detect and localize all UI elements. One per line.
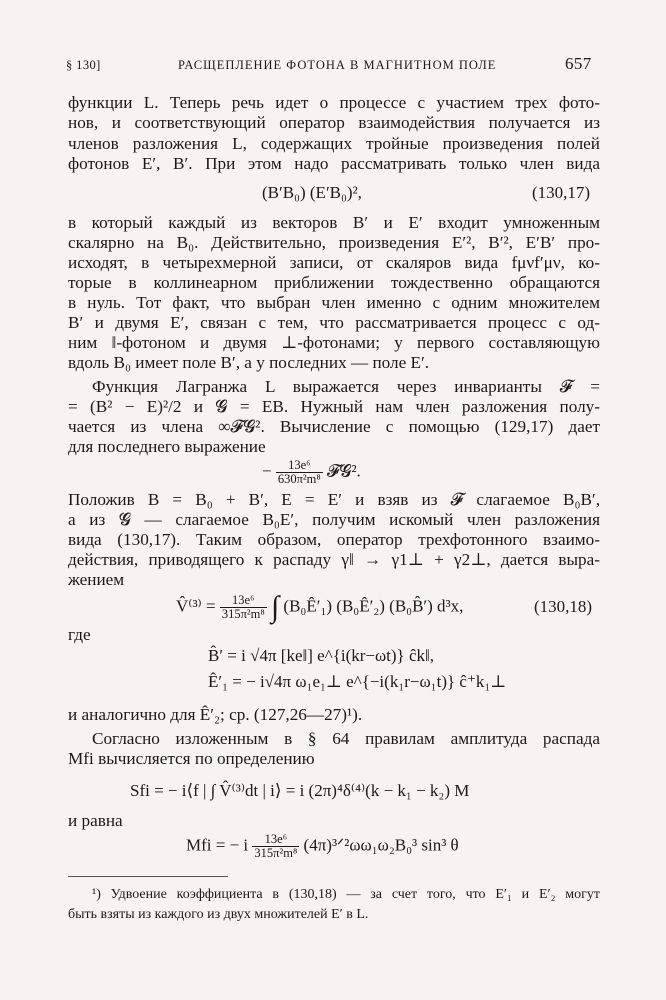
text-line: вида (130,17). Таким образом, оператор трехфотонного взаимо-	[68, 530, 600, 549]
integral-sign: ∫	[270, 590, 280, 624]
text-line: членов разложения L, содержащих тройные произведения полей	[68, 134, 600, 153]
section-ref: § 130]	[66, 58, 101, 72]
denominator: 630π²m⁸	[277, 472, 321, 486]
page-number: 657	[565, 54, 592, 73]
definition-E: Ê′₁ = − i√4π ω₁e₁⊥ e^{−i(k₁r−ω₁t)} ĉ⁺k₁⊥	[208, 672, 507, 691]
rhs: (B₀Ê′₁) (B₀Ê′₂) (B₀B̂′) d³x,	[283, 596, 464, 616]
fraction	[276, 459, 323, 486]
text-line: функции L. Теперь речь идет о процессе с участием трех фото-	[68, 93, 600, 112]
rhs: (4π)³ᐟ²ωω₁ω₂B₀³ sin³ θ	[303, 835, 459, 855]
text-line: фотонов E′, B′. При этом надо рассматривать только член вида	[68, 154, 600, 173]
equation-number: (130,18)	[534, 597, 593, 616]
numerator: 13e⁶	[276, 459, 323, 473]
equation-130-17: (B′B₀) (E′B₀)²,	[262, 183, 362, 202]
text-line: вдоль B₀ имеет поле B′, а у последних — поле E′.	[68, 353, 430, 372]
text-line: = (B² − E)²/2 и 𝓖 = EB. Нужный нам член разложения полу-	[68, 397, 600, 416]
text-line: чается из члена ∞𝓕𝓖². Вычисление с помощью (129,17) дает	[68, 417, 600, 436]
fraction	[220, 594, 267, 621]
text-line: нов, и соответствующий оператор взаимодействия получается из	[68, 113, 600, 132]
text-line: а из 𝓖 — слагаемое B₀E′, получим искомый член разложения	[68, 510, 600, 529]
text-line: Mfi вычисляется по определению	[68, 749, 315, 768]
invariants: 𝓕𝓖².	[326, 461, 361, 481]
text-line: ним ‖-фотоном и двумя ⊥-фотонами; у первого составляющую	[68, 333, 600, 352]
text-line: в нуль. Тот факт, что выбран член именно с одним множителем	[68, 293, 600, 312]
text-line: Функция Лагранжа L выражается через инварианты 𝓕 =	[92, 377, 600, 396]
footnote-line: ¹) Удвоение коэффициента в (130,18) — за счет того, что E′₁ и E′₂ могут	[92, 887, 600, 902]
text-line: в который каждый из векторов B′ и E′ входит умноженным	[68, 213, 600, 232]
text-line: действия, приводящего к распаду γ‖ → γ1⊥ + γ2⊥, дается выра-	[68, 550, 600, 569]
text-line: исходят, в четырехмерной записи, от скаляров вида fμνf′μν, ко-	[68, 253, 600, 272]
equation-amplitude	[186, 833, 459, 860]
footnote-line: быть взяты из каждого из двух множителей E′ в L.	[68, 907, 369, 922]
definition-B: B̂′ = i √4π [ke‖] e^{i(kr−ωt)} ĉk‖,	[208, 646, 435, 665]
numerator: 13e⁶	[220, 594, 267, 608]
lhs: V̂⁽³⁾ =	[176, 596, 216, 616]
equation-130-18	[176, 590, 464, 624]
footnote-rule	[68, 876, 228, 877]
text-line: B′ и двумя E′, связан с тем, что рассматривается процесс с од-	[68, 313, 600, 332]
denominator: 315π²m⁸	[221, 607, 265, 621]
text-line: и равна	[68, 811, 123, 830]
equation-lagrangian	[262, 459, 361, 486]
text-line: Согласно изложенным в § 64 правилам амплитуда распада	[92, 729, 600, 748]
text-line: жением	[68, 570, 125, 589]
text-line: Положив B = B₀ + B′, E = E′ и взяв из 𝓕 слагаемое B₀B′,	[68, 490, 600, 509]
equation-number: (130,17)	[532, 183, 591, 202]
running-title: РАСЩЕПЛЕНИЕ ФОТОНА В МАГНИТНОМ ПОЛЕ	[178, 58, 497, 72]
denominator: 315π²m⁸	[254, 846, 298, 860]
text-line: скалярно на B₀. Действительно, произведения E′², B′², E′B′ про-	[68, 233, 600, 252]
fraction	[252, 833, 299, 860]
text-line: торые в коллинеарном приближении тождественно обращаются	[68, 273, 600, 292]
minus-sign: −	[262, 461, 272, 481]
text-line: для последнего выражение	[68, 437, 266, 456]
numerator: 13e⁶	[252, 833, 299, 847]
text-line: где	[68, 625, 91, 644]
text-line: и аналогично для Ê′₂; ср. (127,26—27)¹).	[68, 705, 363, 724]
lhs: Mfi = − i	[186, 835, 249, 855]
equation-S-matrix: Sfi = − i⟨f | ∫ V̂⁽³⁾dt | i⟩ = i (2π)⁴δ⁽⁴⁾(k − k₁ − k₂) M	[130, 781, 470, 800]
